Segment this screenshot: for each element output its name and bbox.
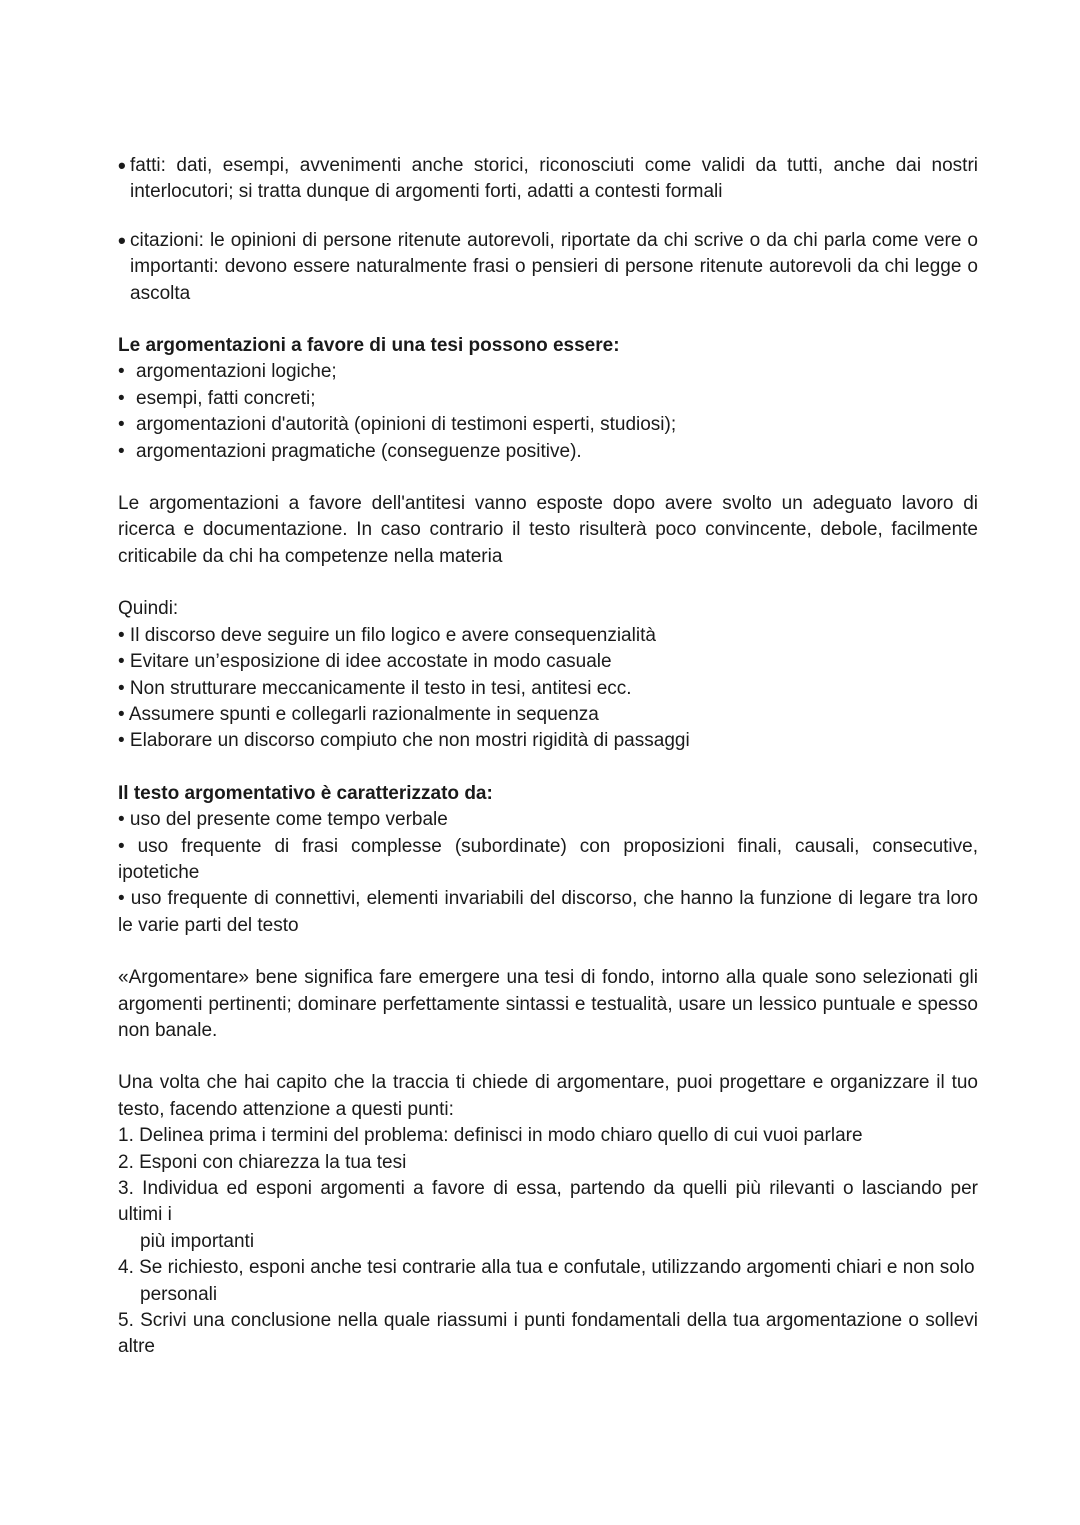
list-item: • Il discorso deve seguire un filo logico e avere consequenzialità	[118, 624, 656, 646]
document-page	[118, 153, 978, 1361]
list-item-text: argomentazioni logiche;	[136, 361, 337, 383]
list-item: • Non strutturare meccanicamente il testo in tesi, antitesi ecc.	[118, 677, 632, 699]
label-quindi: Quindi:	[118, 598, 179, 620]
bullet-marker: •	[118, 153, 126, 178]
paragraph-argomentare: «Argomentare» bene significa fare emergere una tesi di fondo, intorno alla quale sono selezionati gli argomenti pertinenti; dominare perfettamente sintassi e testualità, usare un lessico puntuale e spesso non banale.	[118, 967, 978, 1041]
list-item-text: fatti: dati, esempi, avvenimenti anche storici, riconosciuti come validi da tutti, anche dai nostri interlocutori; si tratta dunque di argomenti forti, adatti a contesti formali	[130, 155, 978, 203]
heading-caratteristiche: Il testo argomentativo è caratterizzato da:	[118, 782, 493, 804]
bullet-marker: •	[118, 387, 125, 409]
list-item: • uso frequente di frasi complesse (subordinate) con proposizioni finali, causali, consecutive, ipotetiche	[118, 835, 978, 883]
numbered-item-4-continuation: personali	[140, 1283, 218, 1305]
heading-argomentazioni-favore: Le argomentazioni a favore di una tesi possono essere:	[118, 335, 620, 357]
numbered-item-5: 5. Scrivi una conclusione nella quale riassumi i punti fondamentali della tua argomentazione o sollevi altre	[118, 1310, 978, 1358]
bullet-marker: •	[118, 414, 125, 436]
list-item-citazioni	[118, 228, 978, 307]
list-item-fatti	[118, 153, 978, 206]
paragraph-antitesi: Le argomentazioni a favore dell'antitesi vanno esposte dopo avere svolto un adeguato lavoro di ricerca e documentazione. In caso contrario il testo risulterà poco convincente, debole, facilmente criticabile da chi ha competenze nella materia	[118, 493, 978, 567]
list-item: • Assumere spunti e collegarli razionalmente in sequenza	[118, 703, 599, 725]
paragraph-punti-intro: Una volta che hai capito che la traccia ti chiede di argomentare, puoi progettare e organizzare il tuo testo, facendo attenzione a questi punti:	[118, 1072, 978, 1120]
bullet-marker: •	[118, 440, 125, 462]
list-item-text: argomentazioni d'autorità (opinioni di testimoni esperti, studiosi);	[136, 414, 677, 436]
list-item	[118, 386, 978, 412]
bullet-marker: •	[118, 361, 125, 383]
numbered-item-2: 2. Esponi con chiarezza la tua tesi	[118, 1151, 407, 1173]
numbered-item-3: 3. Individua ed esponi argomenti a favore di essa, partendo da quelli più rilevanti o lasciando per ultimi i	[118, 1178, 978, 1226]
numbered-item-4: 4. Se richiesto, esponi anche tesi contrarie alla tua e confutale, utilizzando argomenti chiari e non solo	[118, 1257, 975, 1279]
list-item: • uso del presente come tempo verbale	[118, 809, 448, 831]
list-item-text: esempi, fatti concreti;	[136, 387, 316, 409]
numbered-item-3-continuation: più importanti	[140, 1230, 255, 1252]
list-item-text: argomentazioni pragmatiche (conseguenze positive).	[136, 440, 582, 462]
list-item	[118, 412, 978, 438]
list-item: • Elaborare un discorso compiuto che non mostri rigidità di passaggi	[118, 730, 690, 752]
list-item	[118, 359, 978, 385]
list-item: • Evitare un’esposizione di idee accostate in modo casuale	[118, 651, 612, 673]
list-item	[118, 439, 978, 465]
list-item-text: citazioni: le opinioni di persone ritenute autorevoli, riportate da chi scrive o da chi parla come vere o importanti: devono essere naturalmente frasi o pensieri di persone ritenute autorevoli da chi legge o ascolta	[130, 229, 978, 304]
bullet-marker: •	[118, 227, 126, 253]
numbered-item-1: 1. Delinea prima i termini del problema: definisci in modo chiaro quello di cui vuoi parlare	[118, 1125, 863, 1147]
list-item: • uso frequente di connettivi, elementi invariabili del discorso, che hanno la funzione di legare tra loro le varie parti del testo	[118, 888, 978, 936]
